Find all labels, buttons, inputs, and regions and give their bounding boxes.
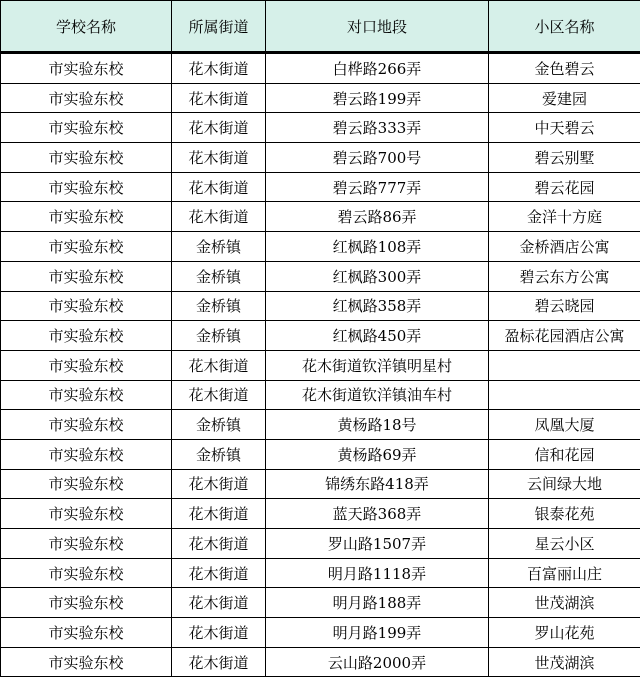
table-row (1, 321, 640, 351)
cell-address: 花木街道钦洋镇明星村 (266, 350, 489, 380)
cell-address: 锦绣东路418弄 (266, 469, 489, 499)
cell-street: 金桥镇 (172, 439, 266, 469)
cell-street: 花木街道 (172, 647, 266, 677)
cell-address: 明月路188弄 (266, 588, 489, 618)
table-row (1, 588, 640, 618)
cell-street: 花木街道 (172, 53, 266, 84)
cell-community: 星云小区 (489, 529, 640, 559)
table-row (1, 113, 640, 143)
cell-school-name: 市实验东校 (1, 499, 172, 529)
table-row (1, 291, 640, 321)
cell-street: 金桥镇 (172, 291, 266, 321)
cell-community: 碧云晓园 (489, 291, 640, 321)
cell-community: 信和花园 (489, 439, 640, 469)
cell-address: 黄杨路69弄 (266, 439, 489, 469)
cell-address: 红枫路108弄 (266, 232, 489, 262)
cell-street: 花木街道 (172, 172, 266, 202)
cell-community: 银泰花苑 (489, 499, 640, 529)
cell-community: 碧云东方公寓 (489, 261, 640, 291)
cell-street: 金桥镇 (172, 321, 266, 351)
table-row (1, 410, 640, 440)
table-row (1, 53, 640, 84)
cell-address: 红枫路300弄 (266, 261, 489, 291)
header-row (1, 1, 640, 53)
cell-address: 碧云路86弄 (266, 202, 489, 232)
cell-street: 花木街道 (172, 499, 266, 529)
cell-community: 百富丽山庄 (489, 558, 640, 588)
cell-address: 罗山路1507弄 (266, 529, 489, 559)
cell-community: 罗山花苑 (489, 618, 640, 648)
cell-community: 碧云别墅 (489, 143, 640, 173)
cell-street: 金桥镇 (172, 261, 266, 291)
cell-school-name: 市实验东校 (1, 83, 172, 113)
cell-school-name: 市实验东校 (1, 172, 172, 202)
table-row (1, 499, 640, 529)
cell-school-name: 市实验东校 (1, 113, 172, 143)
table-row (1, 172, 640, 202)
cell-community: 金洋十方庭 (489, 202, 640, 232)
cell-address: 蓝天路368弄 (266, 499, 489, 529)
cell-school-name: 市实验东校 (1, 529, 172, 559)
cell-address: 云山路2000弄 (266, 647, 489, 677)
header-street: 所属街道 (172, 1, 266, 53)
table-row (1, 350, 640, 380)
cell-school-name: 市实验东校 (1, 350, 172, 380)
cell-street: 金桥镇 (172, 410, 266, 440)
cell-school-name: 市实验东校 (1, 618, 172, 648)
cell-street: 花木街道 (172, 529, 266, 559)
cell-school-name: 市实验东校 (1, 143, 172, 173)
table-row (1, 380, 640, 410)
cell-community (489, 380, 640, 410)
cell-school-name: 市实验东校 (1, 588, 172, 618)
cell-street: 花木街道 (172, 588, 266, 618)
cell-community: 世茂湖滨 (489, 647, 640, 677)
cell-community: 金色碧云 (489, 53, 640, 84)
cell-address: 碧云路777弄 (266, 172, 489, 202)
table-row (1, 558, 640, 588)
cell-address: 明月路199弄 (266, 618, 489, 648)
cell-school-name: 市实验东校 (1, 439, 172, 469)
table-row (1, 83, 640, 113)
cell-street: 花木街道 (172, 143, 266, 173)
cell-community: 云间绿大地 (489, 469, 640, 499)
cell-address: 黄杨路18号 (266, 410, 489, 440)
table-row (1, 232, 640, 262)
cell-school-name: 市实验东校 (1, 647, 172, 677)
cell-school-name: 市实验东校 (1, 202, 172, 232)
header-community: 小区名称 (489, 1, 640, 53)
cell-community: 凤凰大厦 (489, 410, 640, 440)
cell-school-name: 市实验东校 (1, 291, 172, 321)
cell-address: 明月路1118弄 (266, 558, 489, 588)
cell-address: 红枫路358弄 (266, 291, 489, 321)
cell-street: 花木街道 (172, 202, 266, 232)
cell-community: 爱建园 (489, 83, 640, 113)
cell-school-name: 市实验东校 (1, 261, 172, 291)
table-row (1, 469, 640, 499)
cell-school-name: 市实验东校 (1, 558, 172, 588)
table-row (1, 143, 640, 173)
cell-address: 碧云路700号 (266, 143, 489, 173)
cell-school-name: 市实验东校 (1, 410, 172, 440)
header-address: 对口地段 (266, 1, 489, 53)
cell-street: 花木街道 (172, 83, 266, 113)
cell-school-name: 市实验东校 (1, 380, 172, 410)
table-row (1, 261, 640, 291)
cell-street: 金桥镇 (172, 232, 266, 262)
cell-address: 花木街道钦洋镇油车村 (266, 380, 489, 410)
header-school-name: 学校名称 (1, 1, 172, 53)
table-row (1, 618, 640, 648)
cell-street: 花木街道 (172, 350, 266, 380)
table-row (1, 529, 640, 559)
cell-community: 金桥酒店公寓 (489, 232, 640, 262)
cell-community: 中天碧云 (489, 113, 640, 143)
table-row (1, 202, 640, 232)
cell-school-name: 市实验东校 (1, 321, 172, 351)
cell-street: 花木街道 (172, 469, 266, 499)
table-row (1, 647, 640, 677)
table-row (1, 439, 640, 469)
cell-school-name: 市实验东校 (1, 232, 172, 262)
table-body (1, 53, 640, 677)
cell-street: 花木街道 (172, 558, 266, 588)
cell-address: 碧云路199弄 (266, 83, 489, 113)
cell-address: 白桦路266弄 (266, 53, 489, 84)
cell-school-name: 市实验东校 (1, 53, 172, 84)
cell-street: 花木街道 (172, 618, 266, 648)
cell-address: 红枫路450弄 (266, 321, 489, 351)
cell-street: 花木街道 (172, 113, 266, 143)
cell-community (489, 350, 640, 380)
cell-address: 碧云路333弄 (266, 113, 489, 143)
cell-school-name: 市实验东校 (1, 469, 172, 499)
cell-community: 盈标花园酒店公寓 (489, 321, 640, 351)
cell-community: 世茂湖滨 (489, 588, 640, 618)
cell-community: 碧云花园 (489, 172, 640, 202)
cell-street: 花木街道 (172, 380, 266, 410)
